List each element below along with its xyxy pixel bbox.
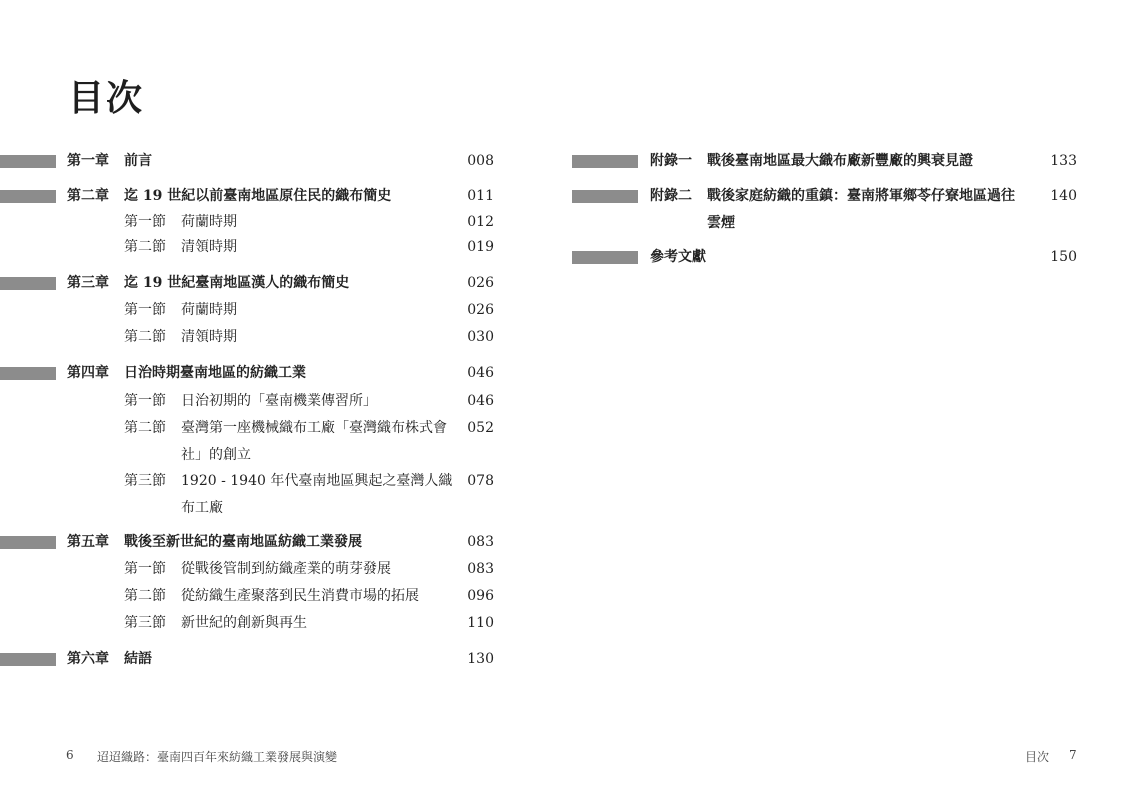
chapter-row [0, 530, 500, 554]
appendix-title-line: 戰後家庭紡織的重鎮：臺南將軍鄉苓仔寮地區過往 [707, 188, 1015, 204]
section-page-number: 019 [467, 239, 494, 255]
appendix-page-number: 150 [1050, 249, 1077, 265]
appendix-bar [572, 190, 638, 203]
section-row [0, 584, 500, 608]
section-title-line: 臺灣第一座機械織布工廠「臺灣織布株式會 [181, 420, 447, 436]
section-page-number: 078 [467, 473, 494, 489]
section-label: 第一節 [124, 561, 166, 577]
appendix-label: 參考文獻 [650, 249, 706, 265]
section-page-number: 012 [467, 214, 494, 230]
section-row [0, 469, 500, 516]
footer-left-page-number: 6 [66, 748, 74, 762]
section-label: 第三節 [124, 473, 166, 489]
page-title: 目次 [68, 77, 145, 119]
chapter-label: 第一章 [67, 153, 109, 169]
section-title-line: 荷蘭時期 [181, 214, 237, 230]
footer-right-page-number: 7 [1069, 748, 1077, 762]
section-label: 第一節 [124, 393, 166, 409]
section-title-line: 日治初期的「臺南機業傳習所」 [181, 393, 377, 409]
chapter-bar [0, 367, 56, 380]
chapter-bar [0, 653, 56, 666]
section-title-line: 從紡織生產聚落到民生消費市場的拓展 [181, 588, 419, 604]
section-page-number: 096 [467, 588, 494, 604]
section-page-number: 030 [467, 329, 494, 345]
appendix-row [0, 245, 1148, 269]
section-title-line: 荷蘭時期 [181, 302, 237, 318]
section-title-line: 社」的創立 [181, 447, 251, 463]
footer-right-running-title: 目次 [1025, 750, 1050, 764]
section-label: 第一節 [124, 214, 166, 230]
chapter-title: 戰後至新世紀的臺南地區紡織工業發展 [124, 534, 362, 550]
chapter-page-number: 046 [467, 365, 494, 381]
section-row [0, 557, 500, 581]
section-page-number: 026 [467, 302, 494, 318]
section-row [0, 416, 500, 463]
chapter-title: 迄 19 世紀以前臺南地區原住民的織布簡史 [124, 188, 392, 204]
section-label: 第三節 [124, 615, 166, 631]
chapter-page-number: 083 [467, 534, 494, 550]
appendix-page-number: 133 [1050, 153, 1077, 169]
section-title-line: 新世紀的創新與再生 [181, 615, 307, 631]
appendix-bar [572, 155, 638, 168]
chapter-label: 第四章 [67, 365, 109, 381]
section-label: 第二節 [124, 239, 166, 255]
chapter-title: 結語 [124, 651, 152, 667]
section-title-line: 清領時期 [181, 329, 237, 345]
appendix-row [0, 149, 1148, 173]
chapter-bar [0, 536, 56, 549]
chapter-row [0, 361, 500, 385]
chapter-page-number: 011 [467, 188, 494, 204]
section-label: 第二節 [124, 329, 166, 345]
chapter-label: 第三章 [67, 275, 109, 291]
chapter-title: 日治時期臺南地區的紡織工業 [124, 365, 306, 381]
section-row [0, 611, 500, 635]
section-title-line: 1920 - 1940 年代臺南地區興起之臺灣人織 [181, 473, 453, 489]
section-row [0, 298, 500, 322]
chapter-label: 第五章 [67, 534, 109, 550]
chapter-label: 第二章 [67, 188, 109, 204]
section-page-number: 046 [467, 393, 494, 409]
chapter-title: 前言 [124, 153, 152, 169]
section-label: 第一節 [124, 302, 166, 318]
chapter-page-number: 026 [467, 275, 494, 291]
section-title-line: 布工廠 [181, 500, 223, 516]
chapter-row [0, 647, 500, 671]
section-page-number: 110 [467, 615, 494, 631]
chapter-label: 第六章 [67, 651, 109, 667]
appendix-title-line: 戰後臺南地區最大織布廠新豐廠的興衰見證 [707, 153, 973, 169]
appendix-page-number: 140 [1050, 188, 1077, 204]
section-label: 第二節 [124, 420, 166, 436]
chapter-title: 迄 19 世紀臺南地區漢人的織布簡史 [124, 275, 350, 291]
section-page-number: 052 [467, 420, 494, 436]
section-title-line: 從戰後管制到紡織產業的萌芽發展 [181, 561, 391, 577]
chapter-page-number: 008 [467, 153, 494, 169]
section-label: 第二節 [124, 588, 166, 604]
appendix-bar [572, 251, 638, 264]
chapter-row [0, 271, 500, 295]
chapter-bar [0, 277, 56, 290]
section-title-line: 清領時期 [181, 239, 237, 255]
chapter-page-number: 130 [467, 651, 494, 667]
section-row [0, 210, 500, 234]
appendix-label: 附錄一 [650, 153, 692, 169]
appendix-title-line: 雲煙 [707, 215, 735, 231]
section-row [0, 325, 500, 349]
footer-left-running-title: 迢迢織路：臺南四百年來紡織工業發展與演變 [97, 750, 338, 764]
appendix-label: 附錄二 [650, 188, 692, 204]
section-page-number: 083 [467, 561, 494, 577]
section-row [0, 389, 500, 413]
